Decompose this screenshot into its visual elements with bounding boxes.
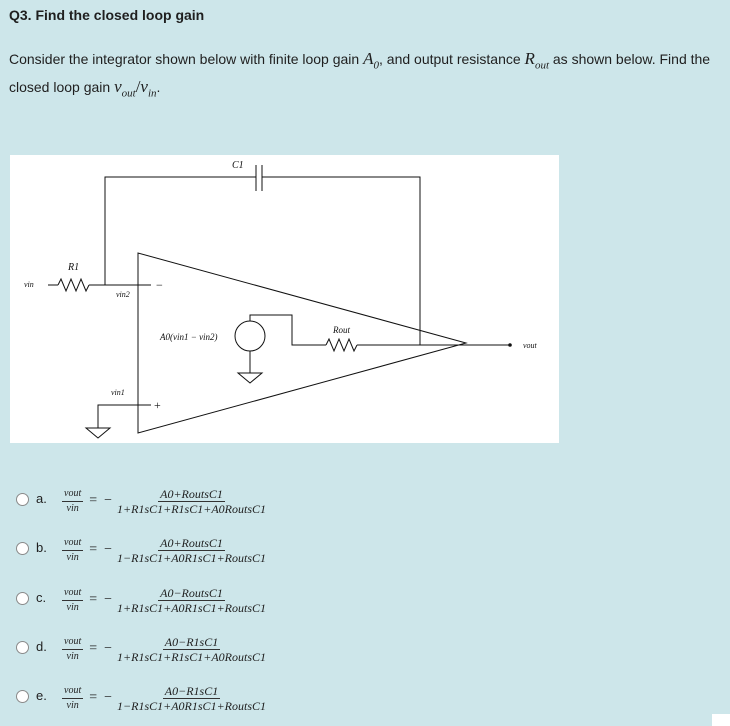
question-title: Q3. Find the closed loop gain [9, 7, 205, 23]
radio-button[interactable] [16, 690, 29, 703]
option-equation: $\frac{\text{vout}}{\text{vin}}$ = − $\frac{A0-R1sC1}{\text{1+R1sC1+R1sC1+A0RoutsC1}}$ [64, 634, 266, 664]
ground-symbol-left [86, 428, 110, 438]
option-letter: e. [36, 688, 47, 703]
option-equation: $\frac{\text{vout}}{\text{vin}}$ = − $\frac{A0-R1sC1}{\text{1−R1sC1+A0R1sC1+RoutsC1}}$ [64, 683, 266, 713]
page-corner-panel [712, 714, 730, 726]
opamp-triangle [138, 253, 466, 433]
label-vout: vout [523, 341, 537, 350]
radio-button[interactable] [16, 493, 29, 506]
minus-sign: − [156, 278, 163, 292]
option-letter: b. [36, 540, 47, 555]
integrator-circuit-figure [10, 155, 559, 443]
option-letter: c. [36, 590, 47, 605]
question-prompt: Consider the integrator shown below with finite loop gain $A_0$, and output resistance $R_{out}$ as shown below. Find the closed loop gain $v_{out}/v_{in}$. [9, 49, 711, 100]
label-r1: R1 [68, 262, 80, 273]
radio-button[interactable] [16, 592, 29, 605]
rout-symbol: $R_{out}$ [524, 49, 549, 72]
circuit-diagram [10, 155, 559, 443]
source-output-wire [250, 315, 326, 345]
gain-symbol: $A_0$ [363, 49, 379, 72]
option-letter: d. [36, 639, 47, 654]
radio-button[interactable] [16, 542, 29, 555]
r1-resistor [58, 279, 89, 291]
radio-button[interactable] [16, 641, 29, 654]
option-letter: a. [36, 491, 47, 506]
option-a[interactable] [14, 483, 344, 519]
option-equation: $\frac{\text{vout}}{\text{vin}}$ = − $\frac{\text{A0+RoutsC1}}{\text{1+R1sC1+R1sC1+A0RoutsC1}}$ [64, 486, 266, 516]
label-rout: Rout [333, 325, 350, 335]
label-vin: vin [24, 280, 34, 289]
option-c[interactable] [14, 582, 344, 618]
option-equation: $\frac{\text{vout}}{\text{vin}}$ = − $\frac{\text{A0+RoutsC1}}{\text{1−R1sC1+A0R1sC1+RoutsC1}}$ [64, 535, 266, 565]
option-d[interactable] [14, 631, 344, 667]
plus-sign: + [154, 398, 161, 412]
label-vin1: vin1 [111, 388, 125, 397]
prompt-text-3: as shown below. Find the closed loop gain [9, 51, 711, 96]
rout-resistor [326, 339, 357, 351]
label-c1: C1 [232, 160, 244, 171]
prompt-text-1: Consider the integrator shown below with finite loop gain [9, 51, 364, 67]
feedback-wire-left [105, 177, 256, 285]
feedback-wire-right [262, 177, 496, 345]
dependent-source-symbol [235, 321, 265, 351]
option-b[interactable] [14, 532, 344, 568]
output-node [508, 343, 512, 347]
ground-symbol-source [238, 373, 262, 383]
label-dependent-source: A0(vin1 − vin2) [160, 332, 218, 342]
option-e[interactable] [14, 680, 344, 716]
option-equation: $\frac{\text{vout}}{\text{vin}}$ = − $\frac{\text{A0−RoutsC1}}{\text{1+R1sC1+A0R1sC1+RoutsC1}}$ [64, 585, 266, 615]
label-vin2: vin2 [116, 290, 130, 299]
noninverting-input-wire [98, 405, 138, 428]
gain-ratio: $v_{out}/v_{in}$ [114, 77, 157, 100]
prompt-text-2: , and output resistance [379, 51, 525, 67]
